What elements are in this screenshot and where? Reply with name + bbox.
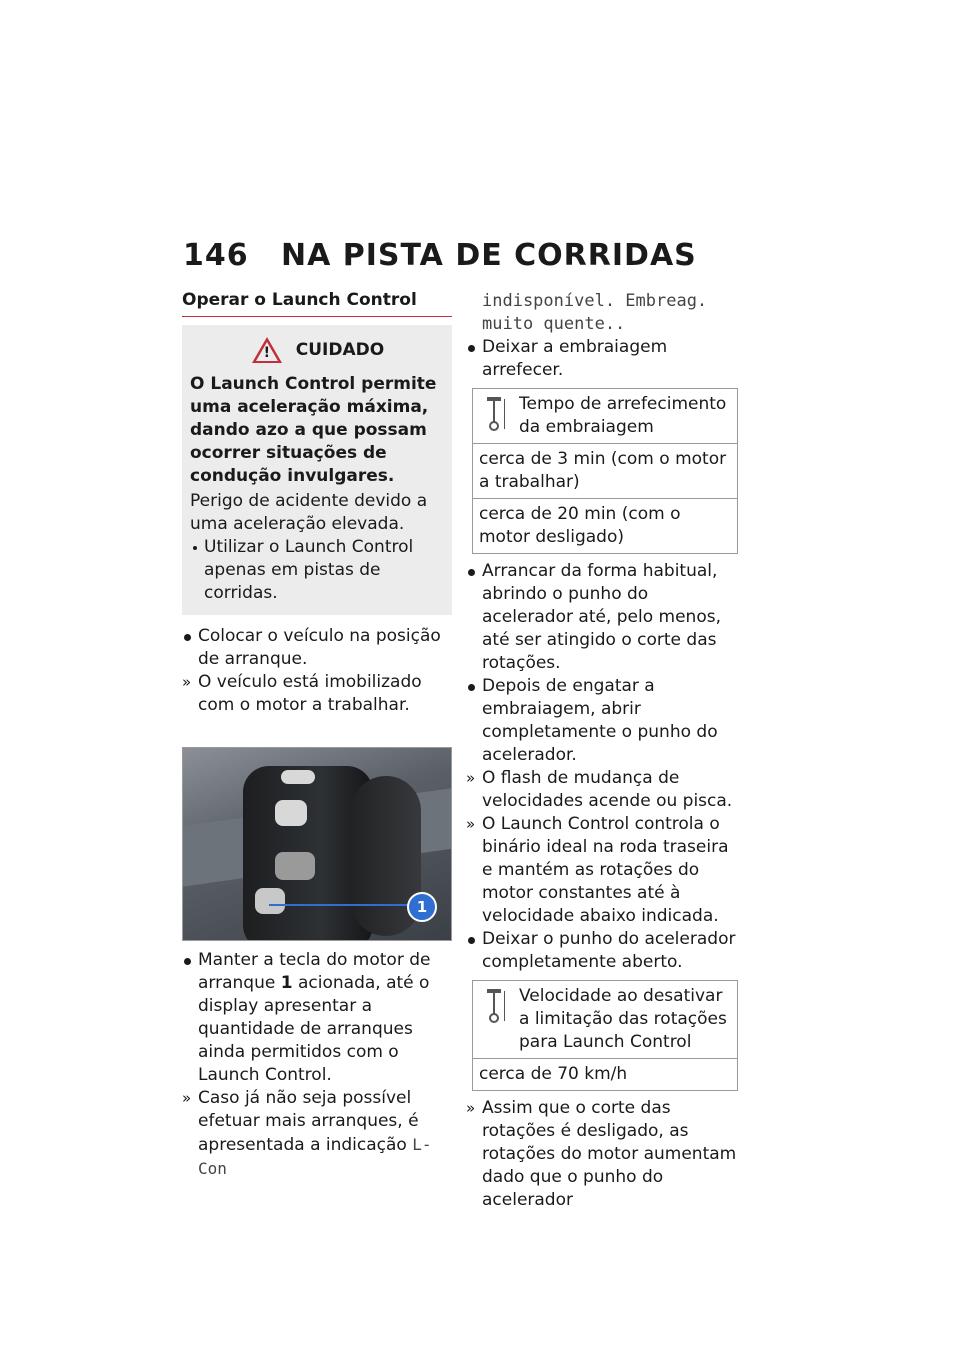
- page-header: [183, 238, 743, 278]
- step-item: Colocar o veículo na posição de arranque.: [198, 626, 441, 669]
- handlebar-switch-figure: [182, 747, 452, 941]
- result-arrow-icon: »: [182, 1089, 192, 1107]
- step-item: Arrancar da forma habitual, abrindo o punho do acelerador até, pelo menos, até ser atingido o corte das rotações.: [482, 561, 721, 673]
- page-number: 146: [183, 238, 249, 273]
- spec-title: Velocidade ao desativar a limitação das rotações para Launch Control: [473, 981, 737, 1059]
- page-title: NA PISTA DE CORRIDAS: [281, 238, 697, 273]
- warning-box: [182, 325, 452, 615]
- step-item: Deixar a embraiagem arrefecer.: [482, 337, 668, 380]
- result-arrow-icon: »: [466, 769, 476, 787]
- spec-value: cerca de 20 min (com o motor desligado): [479, 504, 681, 547]
- display-message: muito quente..: [482, 314, 626, 334]
- spec-title: Tempo de arrefecimento da embraiagem: [473, 389, 737, 444]
- result-arrow-icon: »: [466, 815, 476, 833]
- warning-header: [190, 337, 446, 363]
- specification-icon: [485, 989, 507, 1025]
- starter-button-icon: [255, 888, 285, 914]
- spec-value: cerca de 70 km/h: [479, 1064, 628, 1084]
- right-column: [466, 290, 738, 1212]
- result-item: » O Launch Control controla o binário ideal na roda traseira e mantém as rotações do motor constantes até à velocidade abaixo indicada.: [466, 814, 729, 926]
- specification-icon: [485, 397, 507, 433]
- left-column: [182, 290, 452, 1181]
- step-item: Deixar o punho do acelerador completamente aberto.: [482, 929, 736, 972]
- warning-statement: O Launch Control permite uma aceleração máxima, dando azo a que possam ocorrer situações de condução invulgares.: [190, 374, 437, 486]
- spec-table: [472, 388, 738, 554]
- section-heading: Operar o Launch Control: [182, 290, 452, 317]
- result-item: » O veículo está imobilizado com o motor a trabalhar.: [182, 672, 422, 715]
- spec-table: [472, 980, 738, 1091]
- result-arrow-icon: »: [182, 673, 192, 691]
- spec-value: cerca de 3 min (com o motor a trabalhar): [473, 444, 737, 499]
- step-item: Depois de engatar a embraiagem, abrir completamente o punho do acelerador.: [482, 676, 718, 765]
- display-message: indisponível. Embreag.: [482, 291, 708, 311]
- display-message: L-Con: [198, 1135, 432, 1178]
- result-item: » O flash de mudança de velocidades acende ou pisca.: [466, 768, 733, 811]
- step-item: Manter a tecla do motor de arranque 1 acionada, até o display apresentar a quantidade de arranques ainda permitidos com o Launch Control.: [198, 950, 431, 1085]
- result-item: » Caso já não seja possível efetuar mais arranques, é apresentada a indicação L-Con: [182, 1088, 432, 1178]
- warning-risk: Perigo de acidente devido a uma aceleração elevada.: [190, 491, 428, 534]
- result-item: » Assim que o corte das rotações é desligado, as rotações do motor aumentam dado que o punho do acelerador: [466, 1098, 737, 1210]
- warning-instruction: Utilizar o Launch Control apenas em pistas de corridas.: [204, 537, 414, 603]
- warning-title: CUIDADO: [295, 340, 385, 360]
- figure-callout: 1: [407, 892, 437, 922]
- result-arrow-icon: »: [466, 1099, 476, 1117]
- warning-triangle-icon: !: [252, 337, 282, 363]
- figure-reference: 1: [280, 973, 293, 993]
